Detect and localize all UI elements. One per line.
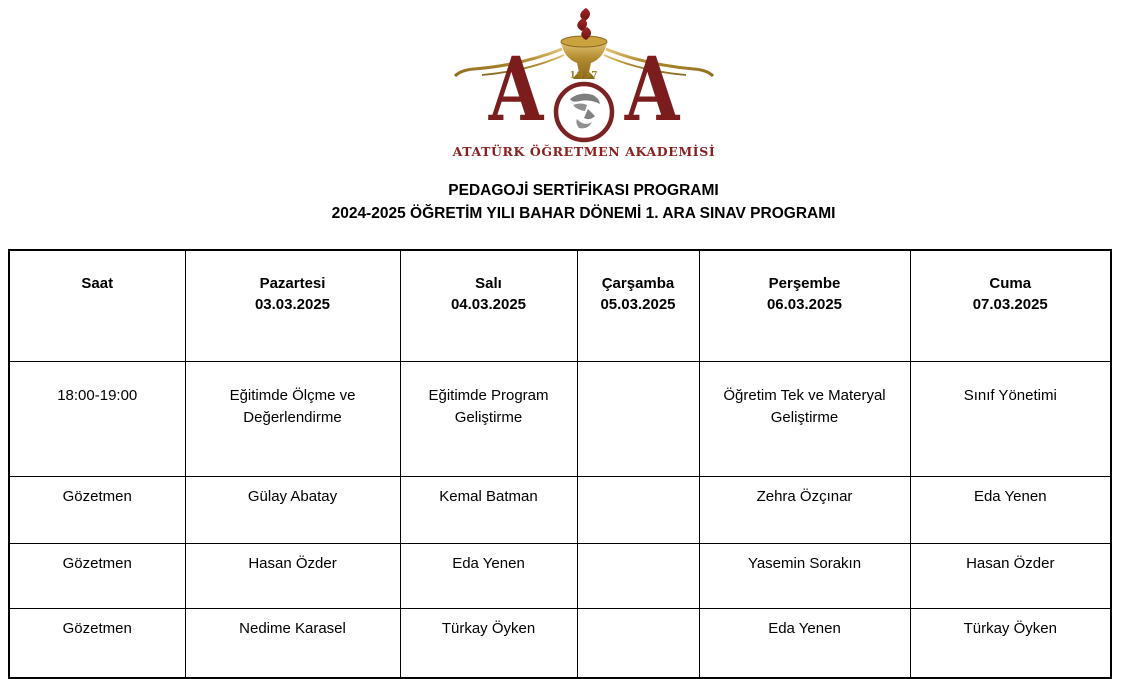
header-cell-saat	[9, 250, 185, 362]
cell-persembe: Zehra Özçınar	[699, 477, 910, 544]
cell-sali: Kemal Batman	[400, 477, 577, 544]
column-date: 04.03.2025	[450, 296, 527, 313]
supervisor-row-3	[9, 609, 1111, 679]
header-cell-carsamba	[577, 250, 699, 362]
cell-sali: Eğitimde Program Geliştirme	[400, 362, 577, 477]
column-date: 05.03.2025	[600, 296, 676, 313]
header-cell-sali	[400, 250, 577, 362]
header-cell-pazartesi	[185, 250, 400, 362]
cell-row-label: Gözetmen	[9, 544, 185, 609]
column-label: Salı	[475, 275, 502, 292]
exam-schedule-table	[8, 249, 1112, 679]
exam-time-row	[9, 362, 1111, 477]
cell-row-label: Gözetmen	[9, 609, 185, 679]
column-label: Saat	[81, 275, 114, 292]
document-title-block	[26, 180, 1141, 225]
logo-year: 1937	[569, 71, 599, 81]
logo-letter-a-right: A	[624, 37, 680, 141]
cell-pazartesi: Gülay Abatay	[185, 477, 400, 544]
cell-carsamba	[577, 609, 699, 679]
cell-persembe: Eda Yenen	[699, 609, 910, 679]
header-cell-persembe	[699, 250, 910, 362]
cell-sali: Eda Yenen	[400, 544, 577, 609]
cell-cuma: Hasan Özder	[910, 544, 1111, 609]
academy-name: ATATÜRK ÖĞRETMEN AKADEMİSİ	[452, 144, 716, 159]
column-date: 03.03.2025	[254, 296, 331, 313]
academy-logo	[440, 5, 728, 165]
supervisor-row-2	[9, 544, 1111, 609]
column-label: Çarşamba	[601, 275, 675, 292]
column-label: Perşembe	[768, 275, 841, 292]
cell-persembe: Öğretim Tek ve Materyal Geliştirme	[699, 362, 910, 477]
supervisor-row-1	[9, 477, 1111, 544]
column-label: Pazartesi	[259, 275, 326, 292]
cell-cuma: Eda Yenen	[910, 477, 1111, 544]
exam-schedule-title: 2024-2025 ÖĞRETİM YILI BAHAR DÖNEMİ 1. ARA SINAV PROGRAMI	[331, 204, 836, 222]
flame-icon	[577, 8, 591, 40]
cell-carsamba	[577, 362, 699, 477]
header-cell-cuma	[910, 250, 1111, 362]
emblem-circle	[556, 84, 612, 140]
cell-sali: Türkay Öyken	[400, 609, 577, 679]
logo-letter-a-left: A	[488, 37, 544, 141]
cell-carsamba	[577, 477, 699, 544]
program-title: PEDAGOJİ SERTİFİKASI PROGRAMI	[448, 182, 719, 199]
cell-carsamba	[577, 544, 699, 609]
column-label: Cuma	[989, 275, 1032, 292]
cell-persembe: Yasemin Sorakın	[699, 544, 910, 609]
cell-pazartesi: Eğitimde Ölçme ve Değerlendirme	[185, 362, 400, 477]
header-row	[9, 250, 1111, 362]
cell-pazartesi: Nedime Karasel	[185, 609, 400, 679]
column-date: 06.03.2025	[766, 296, 843, 313]
cell-cuma: Türkay Öyken	[910, 609, 1111, 679]
cell-row-label: Gözetmen	[9, 477, 185, 544]
column-date: 07.03.2025	[972, 296, 1048, 313]
cell-cuma: Sınıf Yönetimi	[910, 362, 1111, 477]
cell-time: 18:00-19:00	[9, 362, 185, 477]
cell-pazartesi: Hasan Özder	[185, 544, 400, 609]
